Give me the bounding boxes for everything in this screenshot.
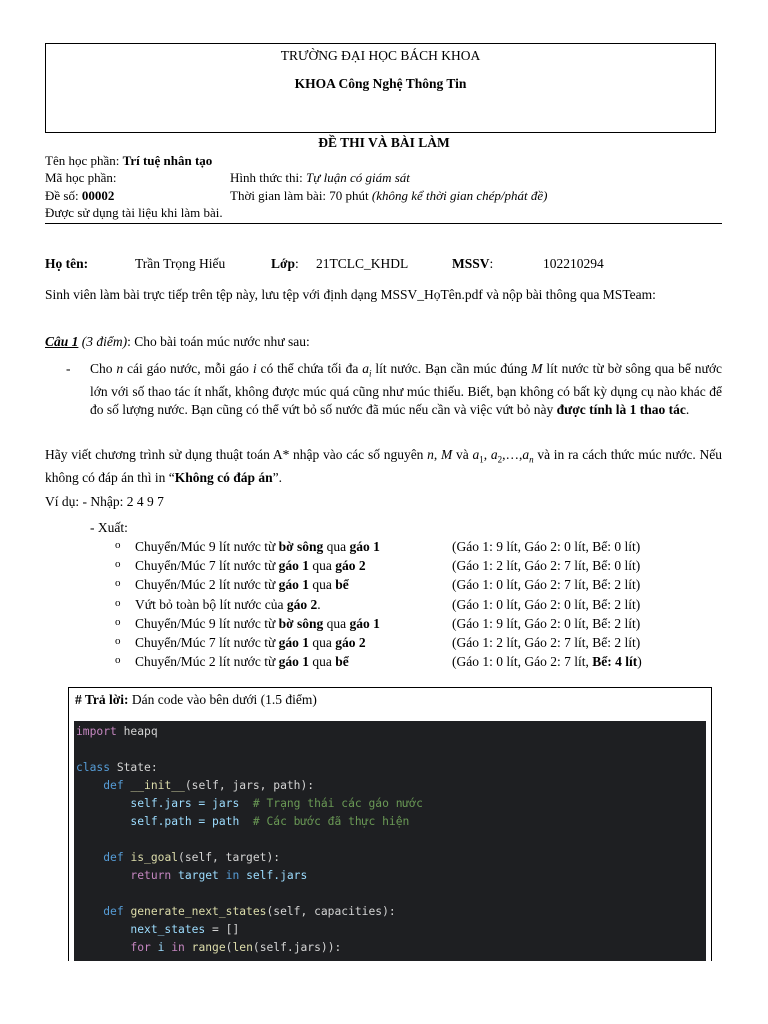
time-note: (không kể thời gian chép/phát đề) [371,188,548,203]
exam-no-line [45,188,548,204]
code-line-9: return target in self.jars [130,869,308,882]
class-value: 21TCLC_KHDL [316,256,409,271]
code-line-1: import heapq [76,725,158,738]
question-points: (3 điểm) [78,334,128,349]
form-label: Hình thức thi: [230,170,307,185]
step-state: (Gáo 1: 0 lít, Gáo 2: 0 lít, Bể: 2 lít) [452,596,641,612]
example-step [0,635,768,653]
course-label: Tên học phần: [45,153,123,168]
example-step [0,558,768,576]
class-colon: : [295,256,299,271]
code-line-7 [76,831,706,849]
step-text: Chuyển/Múc 2 lít nước từ gáo 1 qua bể [135,577,349,593]
step-bullet: o [115,558,121,571]
code-line-10 [76,885,706,903]
question-intro: : Cho bài toán múc nước như sau: [127,334,310,349]
example-step [0,539,768,557]
name-label: Họ tên: [45,256,89,271]
example-step [0,616,768,634]
step-text: Chuyển/Múc 7 lít nước từ gáo 1 qua gáo 2 [135,558,366,574]
problem-statement: Cho n cái gáo nước, mỗi gáo i có thể chứa tối đa $a_i$ lít nước. Bạn cần múc đúng M lít nước từ bờ sông qua bể nước lớn với số thao tác ít nhất, không được múc quá cũng như múc thiếu. Biết, bạn không có bất kỳ dụng cụ nào khác để đo số lượng nước. Bạn cũng có thể vứt bỏ số nước đã múc nếu cần và việc vứt bỏ này được tính là 1 thao tác. [90,361,723,417]
exam-form [230,170,410,186]
time-label: Thời gian làm bài: 70 phút [230,188,372,203]
example-input: Ví dụ: - Nhập: 2 4 9 7 [45,494,164,509]
student-id: 102210294 [543,256,604,271]
code-line-8: def is_goal(self, target): [103,851,281,864]
course-value: Trí tuệ nhân tạo [122,153,213,168]
step-text: Vứt bỏ toàn bộ lít nước của gáo 2. [135,596,321,612]
code-label: Mã học phần: [45,170,117,185]
question-header [45,333,722,350]
step-text: Chuyển/Múc 2 lít nước từ gáo 1 qua bể [135,654,349,670]
materials-line: Được sử dụng tài liệu khi làm bài. [45,205,223,220]
step-state: (Gáo 1: 2 lít, Gáo 2: 7 lít, Bể: 0 lít) [452,558,641,574]
step-bullet: o [115,596,121,609]
id-colon: : [489,256,494,271]
example-step [0,577,768,595]
student-name: Trần Trọng Hiếu [135,256,226,271]
step-text: Chuyển/Múc 9 lít nước từ bờ sông qua gáo 1 [135,539,380,554]
course-line [45,153,212,169]
step-state: (Gáo 1: 2 lít, Gáo 2: 7 lít, Bể: 2 lít) [452,635,641,650]
divider [45,223,722,224]
bullet-dash: - [66,361,71,376]
code-line-5: self.jars = jars # Trạng thái các gáo nước [130,797,423,810]
step-text: Chuyển/Múc 7 lít nước từ gáo 1 qua gáo 2 [135,635,366,650]
code-line-2 [76,741,706,759]
code-line-13: for i in range(len(self.jars)): [130,941,342,954]
code-line-6: self.path = path # Các bước đã thực hiện [130,815,410,828]
step-bullet: o [115,577,121,590]
exam-title: ĐỀ THI VÀ BÀI LÀM [318,135,450,150]
faculty-name: KHOA Công Nghệ Thông Tin [294,76,467,91]
time-info [230,188,547,204]
step-state: (Gáo 1: 0 lít, Gáo 2: 7 lít, Bể: 4 lít) [452,654,642,670]
example-step [0,654,768,672]
exam-no-label: Đề số: [45,188,82,203]
step-state: (Gáo 1: 0 lít, Gáo 2: 7 lít, Bể: 2 lít) [452,577,641,593]
class-label: Lớp [271,256,295,271]
example-step [0,597,768,615]
step-state: (Gáo 1: 9 lít, Gáo 2: 0 lít, Bể: 0 lít) [452,539,641,554]
step-state: (Gáo 1: 9 lít, Gáo 2: 0 lít, Bể: 2 lít) [452,615,641,631]
question-label: Câu 1 [45,334,79,349]
university-name: TRƯỜNG ĐẠI HỌC BÁCH KHOA [280,48,481,63]
code-line-12: next_states = [] [130,923,240,936]
example-output-label: - Xuất: [90,520,128,535]
code-line-3: class State: [76,761,158,774]
code-block[interactable] [74,721,706,961]
step-bullet: o [115,654,121,667]
answer-label: # Trả lời: Dán code vào bên dưới (1.5 điểm) [75,692,317,707]
step-text: Chuyển/Múc 9 lít nước từ bờ sông qua gáo 1 [135,615,380,631]
code-line-4: def __init__(self, jars, path): [103,779,315,792]
exam-no-value: 00002 [81,188,115,203]
header-box [45,43,716,133]
id-label: MSSV [452,256,490,271]
form-value: Tự luận có giám sát [306,170,410,185]
instructions: Sinh viên làm bài trực tiếp trên tệp này, lưu tệp với định dạng MSSV_HọTên.pdf và nộp bài thông qua MSTeam: [45,287,656,302]
task-statement: Hãy viết chương trình sử dụng thuật toán A* nhập vào các số nguyên n, M và $a_1$, $a_2,\dots,a_n$ và in ra cách thức múc nước. Nếu không có đáp án thì in “Không có đáp án”. [45,447,723,485]
code-line [45,170,410,186]
step-bullet: o [115,635,121,647]
code-line-11: def generate_next_states(self, capacities): [103,905,396,918]
step-bullet: o [115,615,121,628]
step-bullet: o [115,539,121,551]
answer-box [68,687,712,961]
